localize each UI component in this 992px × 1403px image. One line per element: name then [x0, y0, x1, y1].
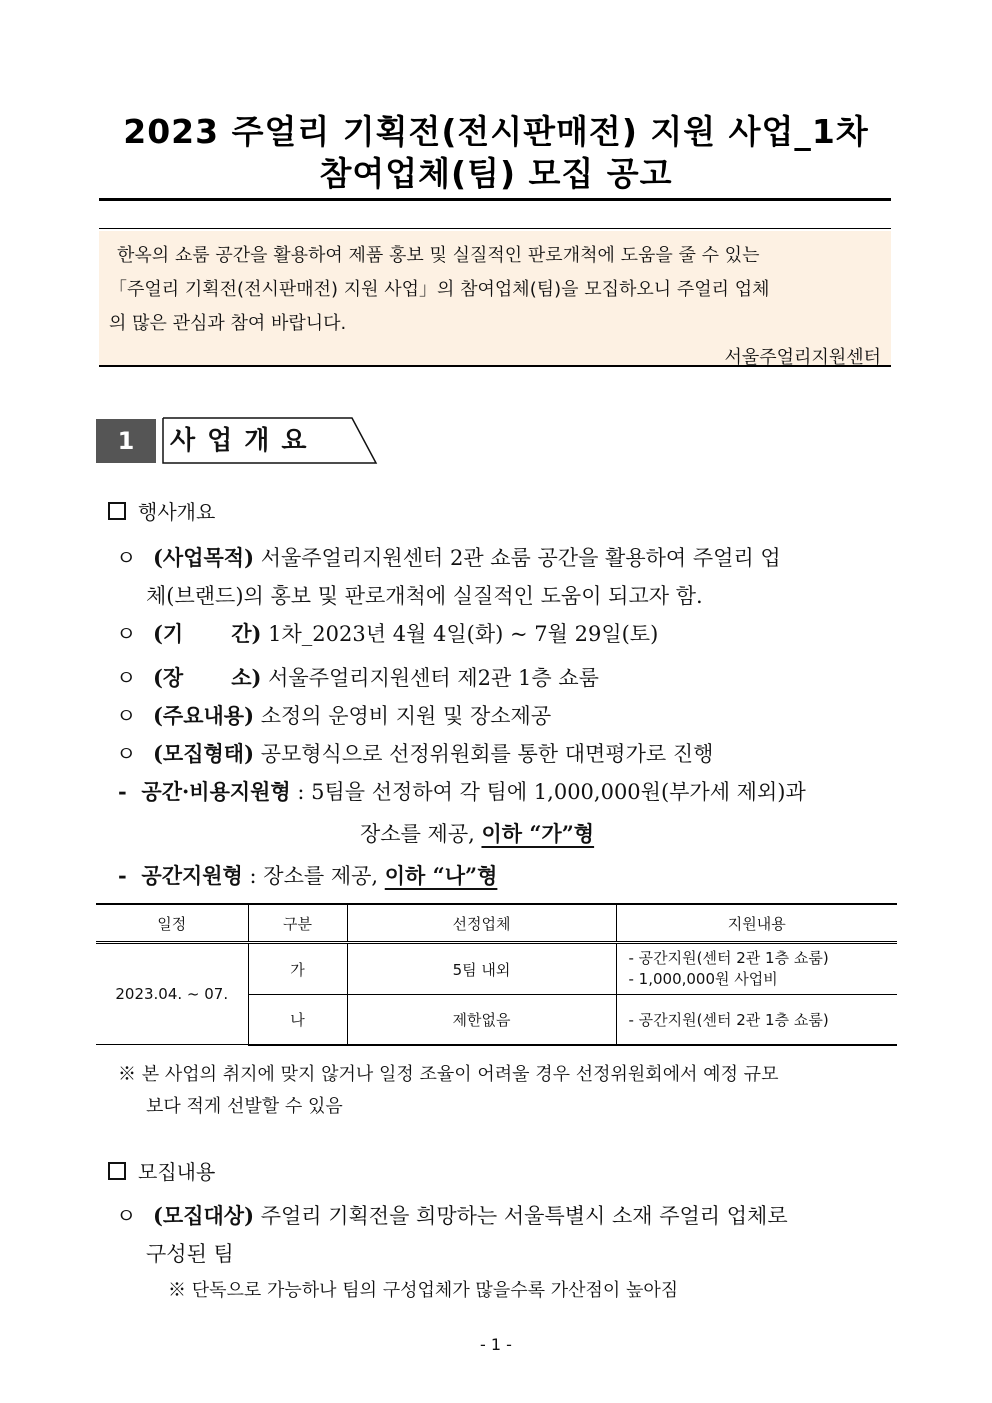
type-a-label: 공간·비용지원형 — [141, 779, 291, 804]
table-header: 일정 — [96, 904, 248, 943]
type-b-label: 공간지원형 — [141, 863, 243, 888]
notice-signature: 서울주얼리지원센터 — [724, 347, 881, 368]
table-cell-company: 제한없음 — [347, 995, 616, 1045]
checkbox-square-icon — [108, 1162, 126, 1180]
support-item: - 공간지원(센터 2관 1층 쇼룸) — [628, 949, 829, 967]
subsection-heading-overview: 행사개요 — [108, 496, 215, 525]
purpose-text: 서울주얼리지원센터 2관 쇼룸 공간을 활용하여 주얼리 업 — [260, 546, 781, 570]
table-header-row — [96, 904, 897, 943]
section-number: 1 — [96, 419, 156, 463]
notice-box — [99, 231, 891, 368]
target-label: (모집대상) — [152, 1203, 255, 1228]
support-item: - 1,000,000원 사업비 — [628, 970, 778, 988]
recruit-target — [116, 1200, 788, 1230]
dash-icon: - — [118, 863, 127, 888]
table-cell-type: 가 — [248, 943, 347, 995]
dash-icon: - — [118, 779, 127, 804]
bullet-circle-icon: ㅇ — [116, 742, 137, 766]
title-rule-thick — [99, 198, 891, 201]
overview-period — [116, 618, 658, 648]
table-header: 선정업체 — [347, 904, 616, 943]
table-header: 구분 — [248, 904, 347, 943]
place-label-b: 소) — [231, 665, 262, 690]
overview-content — [116, 700, 551, 730]
type-b — [118, 860, 509, 890]
place-text: 서울주얼리지원센터 제2관 1층 쇼룸 — [268, 666, 599, 690]
purpose-text-cont: 체(브랜드)의 홍보 및 판로개척에 실질적인 도움이 되고자 함. — [146, 584, 703, 608]
table-note-line2: 보다 적게 선발할 수 있음 — [146, 1096, 343, 1117]
subsection-heading-recruit: 모집내용 — [108, 1156, 215, 1185]
table-cell-support — [616, 995, 897, 1045]
document-title-line2: 참여업체(팀) 모집 공고 — [319, 154, 673, 193]
table-cell-support — [616, 943, 897, 995]
purpose-label: (사업목적) — [152, 545, 255, 570]
bullet-circle-icon: ㅇ — [116, 1204, 137, 1228]
checkbox-square-icon — [108, 502, 126, 520]
overview-place — [116, 662, 599, 692]
form-text: 공모형식으로 선정위원회를 통한 대면평가로 진행 — [260, 742, 714, 766]
type-a-tail: 이하 “가”형 — [481, 821, 595, 846]
period-label-b: 간) — [231, 621, 262, 646]
table-row — [96, 943, 897, 995]
table-header: 지원내용 — [616, 904, 897, 943]
notice-line: 한옥의 쇼룸 공간을 활용하여 제품 홍보 및 실질적인 판로개척에 도움을 줄 수 있는 — [117, 245, 760, 266]
support-item: - 공간지원(센터 2관 1층 쇼룸) — [628, 1010, 829, 1029]
type-a-text: : 5팀을 선정하여 각 팀에 1,000,000원(부가세 제외)과 — [297, 780, 806, 804]
notice-rule-top — [99, 228, 891, 229]
type-a-text2: 장소를 제공, — [360, 822, 475, 846]
bullet-circle-icon: ㅇ — [116, 704, 137, 728]
place-label-a: (장 — [152, 665, 184, 690]
content-label: (주요내용) — [152, 703, 255, 728]
type-b-text: : 장소를 제공, — [249, 864, 379, 888]
bullet-circle-icon: ㅇ — [116, 622, 137, 646]
target-text: 주얼리 기획전을 희망하는 서울특별시 소재 주얼리 업체로 — [260, 1204, 788, 1228]
table-cell-type: 나 — [248, 995, 347, 1045]
period-text: 1차_2023년 4월 4일(화) ~ 7월 29일(토) — [268, 622, 659, 646]
notice-line: 「주얼리 기획전(전시판매전) 지원 사업」의 참여업체(팀)을 모집하오니 주얼리 업체 — [109, 279, 770, 300]
recruit-note: ※ 단독으로 가능하나 팀의 구성업체가 많을수록 가산점이 높아짐 — [168, 1280, 679, 1301]
type-a — [118, 776, 806, 806]
type-a-cont — [360, 818, 594, 848]
target-text-cont: 구성된 팀 — [146, 1242, 234, 1266]
table-note-line1: ※ 본 사업의 취지에 맞지 않거나 일정 조율이 어려울 경우 선정위원회에서 예정 규모 — [118, 1064, 779, 1085]
document-title-line1: 2023 주얼리 기획전(전시판매전) 지원 사업_1차 — [123, 112, 869, 151]
type-b-tail: 이하 “나”형 — [384, 863, 498, 888]
section-title: 사업개요 — [170, 426, 319, 456]
bullet-circle-icon: ㅇ — [116, 666, 137, 690]
content-text: 소정의 운영비 지원 및 장소제공 — [260, 704, 552, 728]
table-cell-company: 5팀 내외 — [347, 943, 616, 995]
notice-line: 의 많은 관심과 참여 바랍니다. — [109, 313, 347, 334]
table-cell-schedule: 2023.04. ~ 07. — [96, 943, 248, 1045]
bullet-circle-icon: ㅇ — [116, 546, 137, 570]
page-number: - 1 - — [480, 1335, 512, 1354]
period-label-a: (기 — [152, 621, 184, 646]
schedule-table — [96, 903, 897, 1046]
overview-purpose — [116, 542, 781, 572]
overview-form — [116, 738, 713, 768]
form-label: (모집형태) — [152, 741, 255, 766]
